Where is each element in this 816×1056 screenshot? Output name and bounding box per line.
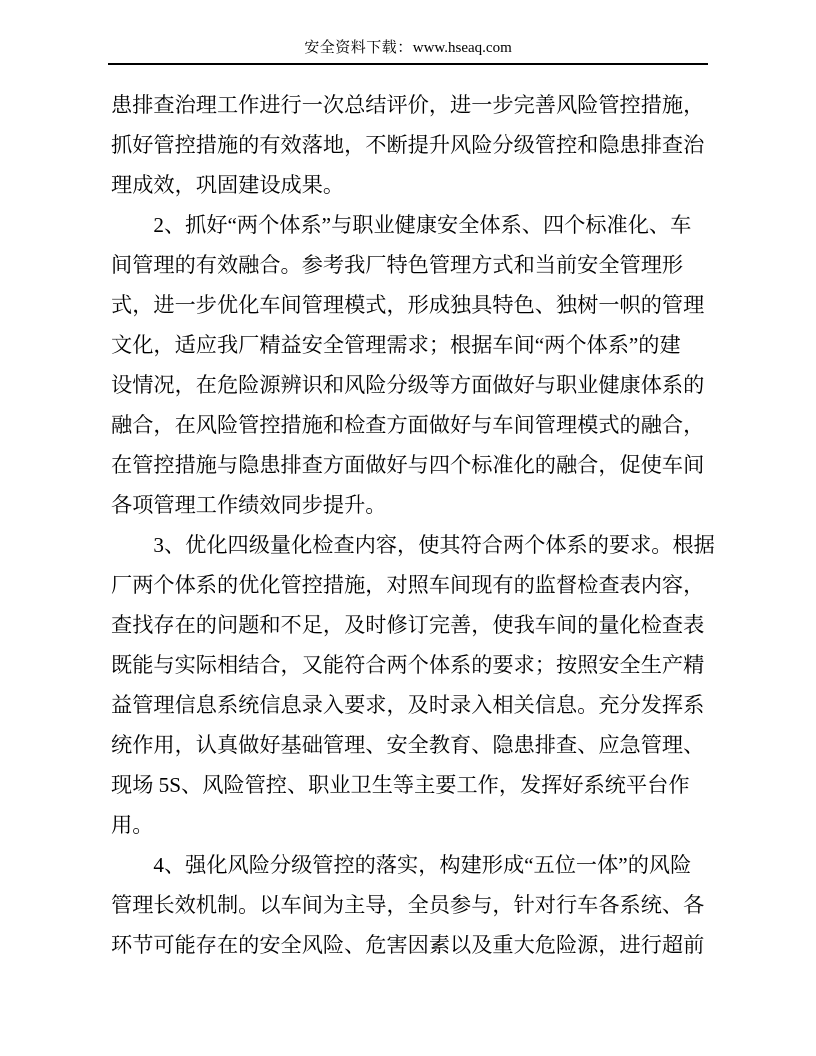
- paragraph: [111, 205, 711, 525]
- paragraph: [111, 845, 711, 965]
- header-rule: [108, 63, 708, 65]
- text-line: 环节可能存在的安全风险、危害因素以及重大危险源，进行超前: [111, 933, 705, 957]
- text-line: 设情况，在危险源辨识和风险分级等方面做好与职业健康体系的: [111, 373, 705, 397]
- text-line: 既能与实际相结合，又能符合两个体系的要求；按照安全生产精: [111, 653, 705, 677]
- text-line: 厂两个体系的优化管控措施，对照车间现有的监督检查表内容，: [111, 573, 705, 597]
- text-line: 理成效，巩固建设成果。: [111, 173, 345, 197]
- paragraph: [111, 85, 711, 205]
- header-text: [304, 40, 512, 56]
- text-line: 现场 5S、风险管控、职业卫生等主要工作，发挥好系统平台作: [111, 773, 690, 797]
- text-line: 间管理的有效融合。参考我厂特色管理方式和当前安全管理形: [111, 253, 684, 277]
- text-line: 抓好管控措施的有效落地，不断提升风险分级管控和隐患排查治: [111, 133, 705, 157]
- text-line: 在管控措施与隐患排查方面做好与四个标准化的融合，促使车间: [111, 453, 705, 477]
- text-line: 患排查治理工作进行一次总结评价，进一步完善风险管控措施，: [111, 93, 705, 117]
- text-line: 查找存在的问题和不足，及时修订完善，使我车间的量化检查表: [111, 613, 705, 637]
- header-label: 安全资料下载：: [304, 40, 413, 56]
- paragraph: [111, 525, 715, 845]
- text-line: 益管理信息系统信息录入要求，及时录入相关信息。充分发挥系: [111, 693, 705, 717]
- document-body: [111, 85, 715, 965]
- text-line: 各项管理工作绩效同步提升。: [111, 493, 387, 517]
- text-line: 融合，在风险管控措施和检查方面做好与车间管理模式的融合，: [111, 413, 705, 437]
- text-line: 2、抓好“两个体系”与职业健康安全体系、四个标准化、车: [111, 213, 692, 237]
- text-line: 文化，适应我厂精益安全管理需求；根据车间“两个体系”的建: [111, 333, 681, 357]
- text-line: 统作用，认真做好基础管理、安全教育、隐患排查、应急管理、: [111, 733, 705, 757]
- text-line: 用。: [111, 813, 154, 837]
- text-line: 管理长效机制。以车间为主导，全员参与，针对行车各系统、各: [111, 893, 705, 917]
- text-line: 3、优化四级量化检查内容，使其符合两个体系的要求。根据: [111, 533, 715, 557]
- text-line: 4、强化风险分级管控的落实，构建形成“五位一体”的风险: [111, 853, 692, 877]
- text-line: 式，进一步优化车间管理模式，形成独具特色、独树一帜的管理: [111, 293, 705, 317]
- header-url: www.hseaq.com: [412, 40, 512, 56]
- page-header: [0, 38, 816, 58]
